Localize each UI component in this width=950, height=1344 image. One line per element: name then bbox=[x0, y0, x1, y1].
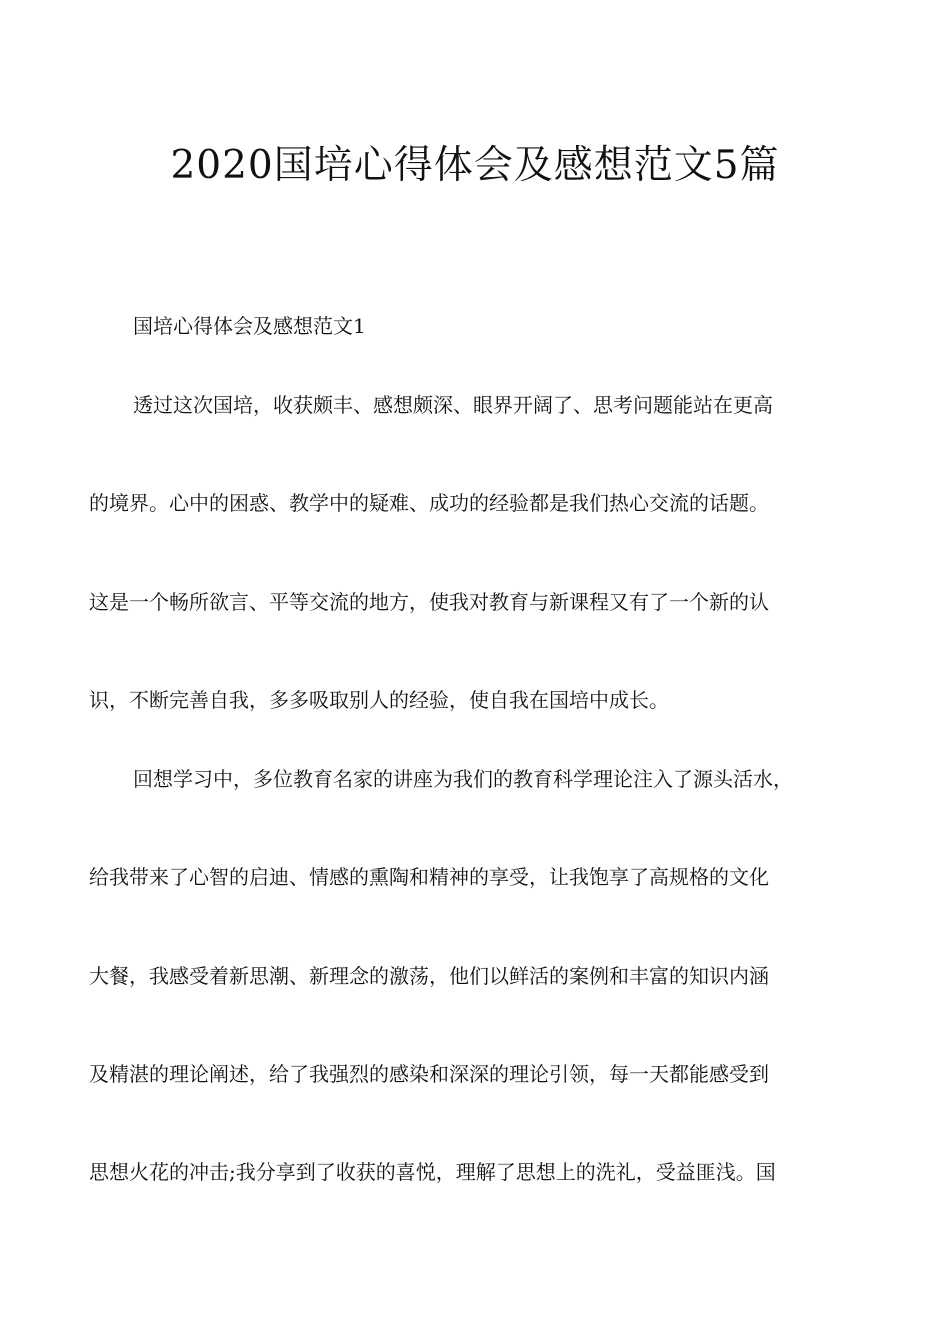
paragraph-line: 回想学习中，多位教育名家的讲座为我们的教育科学理论注入了源头活水， bbox=[133, 767, 793, 791]
paragraph-line: 的境界。心中的困惑、教学中的疑难、成功的经验都是我们热心交流的话题。 bbox=[89, 491, 769, 515]
paragraph-line: 透过这次国培，收获颇丰、感想颇深、眼界开阔了、思考问题能站在更高 bbox=[133, 393, 773, 417]
paragraph-line: 识，不断完善自我，多多吸取别人的经验，使自我在国培中成长。 bbox=[89, 688, 669, 712]
paragraph-line: 思想火花的冲击;我分享到了收获的喜悦，理解了思想上的洗礼，受益匪浅。国 bbox=[89, 1160, 776, 1184]
document-title: 2020国培心得体会及感想范文5篇 bbox=[170, 143, 780, 188]
paragraph-line: 给我带来了心智的启迪、情感的熏陶和精神的享受，让我饱享了高规格的文化 bbox=[89, 865, 769, 889]
paragraph-line: 及精湛的理论阐述，给了我强烈的感染和深深的理论引领，每一天都能感受到 bbox=[89, 1062, 769, 1086]
section-heading: 国培心得体会及感想范文1 bbox=[133, 314, 366, 338]
paragraph-line: 这是一个畅所欲言、平等交流的地方，使我对教育与新课程又有了一个新的认 bbox=[89, 590, 769, 614]
paragraph-line: 大餐，我感受着新思潮、新理念的激荡，他们以鲜活的案例和丰富的知识内涵 bbox=[89, 964, 769, 988]
